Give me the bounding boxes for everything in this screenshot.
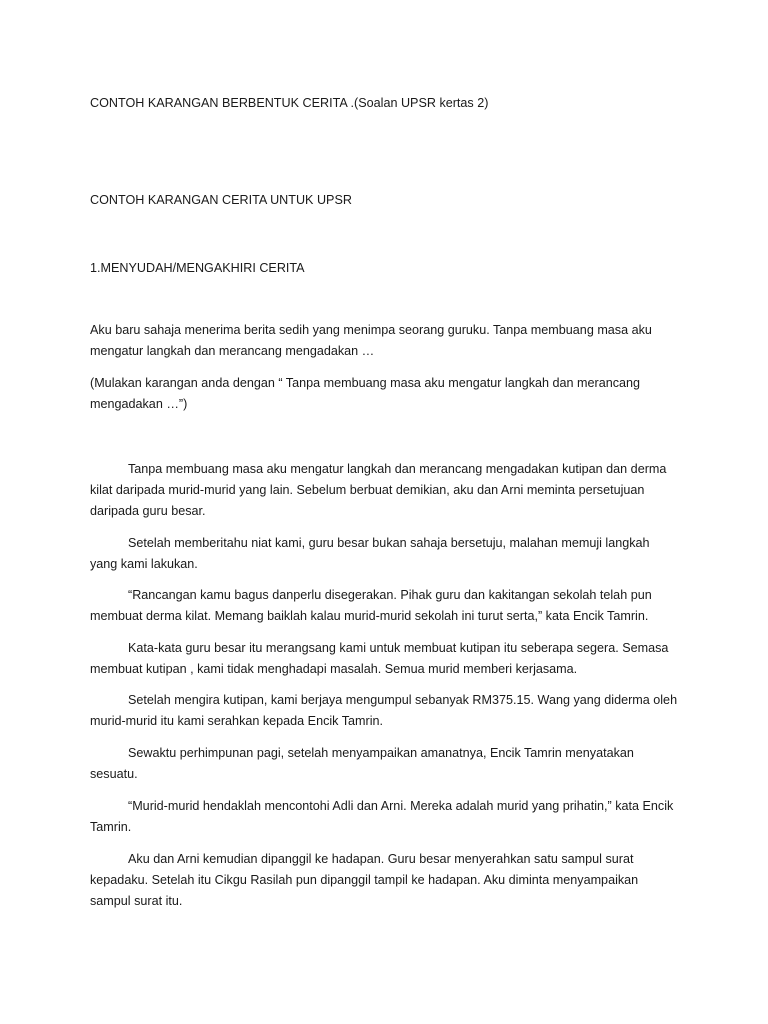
paragraph-text: Aku dan Arni kemudian dipanggil ke hadapan. Guru besar menyerahkan satu sampul surat kepadaku. Setelah itu Cikgu Rasilah pun dipanggil tampil ke hadapan. Aku diminta menyampaikan sampul surat itu. <box>90 852 639 908</box>
instruction-text: (Mulakan karangan anda dengan “ Tanpa membuang masa aku mengatur langkah dan merancang mengadakan …”) <box>90 376 641 411</box>
document-title <box>90 93 680 114</box>
story-paragraph-7 <box>90 796 680 838</box>
subtitle-text: CONTOH KARANGAN CERITA UNTUK UPSR <box>90 193 352 207</box>
section-heading <box>90 258 680 279</box>
paragraph-text: Kata-kata guru besar itu merangsang kami untuk membuat kutipan itu seberapa segera. Semasa membuat kutipan , kami tidak menghadapi masalah. Semua murid memberi kerjasama. <box>90 641 669 676</box>
title-text: CONTOH KARANGAN BERBENTUK CERITA .(Soalan UPSR kertas 2) <box>90 96 489 110</box>
paragraph-text: Tanpa membuang masa aku mengatur langkah dan merancang mengadakan kutipan dan derma kilat daripada murid-murid yang lain. Sebelum berbuat demikian, aku dan Arni meminta persetujuan daripada guru besar. <box>90 462 667 518</box>
story-paragraph-2 <box>90 533 680 575</box>
story-paragraph-4 <box>90 638 680 680</box>
story-paragraph-5 <box>90 690 680 732</box>
question-paragraph <box>90 320 680 362</box>
story-paragraph-8 <box>90 849 680 912</box>
story-paragraph-6 <box>90 743 680 785</box>
section-heading-text: 1.MENYUDAH/MENGAKHIRI CERITA <box>90 261 305 275</box>
story-paragraph-1 <box>90 459 680 522</box>
paragraph-text: Setelah memberitahu niat kami, guru besar bukan sahaja bersetuju, malahan memuji langkah yang kami lakukan. <box>90 536 650 571</box>
paragraph-text: “Rancangan kamu bagus danperlu disegerakan. Pihak guru dan kakitangan sekolah telah pun membuat derma kilat. Memang baiklah kalau murid-murid sekolah ini turut serta,” kata Encik Tamrin. <box>90 588 652 623</box>
document-subtitle <box>90 190 680 211</box>
paragraph-text: Sewaktu perhimpunan pagi, setelah menyampaikan amanatnya, Encik Tamrin menyatakan sesuatu. <box>90 746 634 781</box>
question-text: Aku baru sahaja menerima berita sedih yang menimpa seorang guruku. Tanpa membuang masa aku mengatur langkah dan merancang mengadakan … <box>90 323 652 358</box>
paragraph-text: “Murid-murid hendaklah mencontohi Adli dan Arni. Mereka adalah murid yang prihatin,” kata Encik Tamrin. <box>90 799 674 834</box>
paragraph-text: Setelah mengira kutipan, kami berjaya mengumpul sebanyak RM375.15. Wang yang diderma oleh murid-murid itu kami serahkan kepada Encik Tamrin. <box>90 693 678 728</box>
story-paragraph-3 <box>90 585 680 627</box>
instruction-paragraph <box>90 373 680 415</box>
